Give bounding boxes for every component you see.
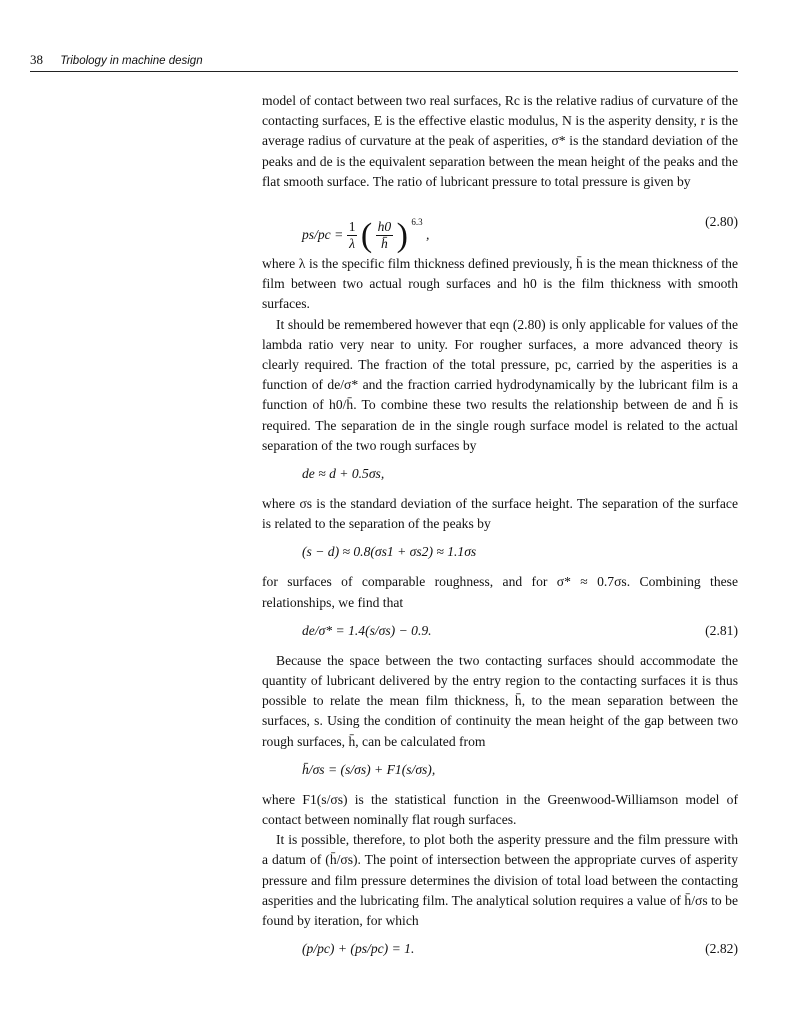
equation-expression: (p/pc) + (ps/pc) = 1. [302, 941, 415, 957]
equation-lhs: ps/pc = [302, 227, 344, 243]
equation-expression: h̄/σs = (s/σs) + F1(s/σs), [302, 761, 436, 777]
equation-tail: , [426, 227, 430, 243]
paragraph: where F1(s/σs) is the statistical function in the Greenwood-Williamson model of contact between nominally flat rough surfaces. [262, 791, 738, 828]
equation-expression: de/σ* = 1.4(s/σs) − 0.9. [302, 622, 432, 638]
body-text [262, 91, 738, 969]
inner-denominator: h̄ [381, 236, 388, 252]
fraction-denominator: λ [349, 236, 356, 252]
running-header [30, 52, 738, 68]
paragraph: where σs is the standard deviation of the surface height. The separation of the surface is related to the separation of the peaks by [262, 496, 738, 532]
equation-mean-height [262, 760, 738, 782]
equation-expression: de ≈ d + 0.5σs, [302, 466, 385, 482]
equation-de [262, 464, 738, 486]
paragraph: for surfaces of comparable roughness, and for σ* ≈ 0.7σs. Combining these relationships, we find that [262, 574, 738, 610]
paragraph: where λ is the specific film thickness defined previously, h̄ is the mean thickness of the film between two actual rough surfaces and h0 is the film thickness with smooth surfaces. [262, 256, 738, 312]
page-number: 38 [30, 52, 43, 67]
fraction-numerator: 1 [348, 219, 356, 235]
paragraph: Because the space between the two contacting surfaces should accommodate the quantity of lubricant delivered by the entry region to the contacting surfaces it is thus possible to relate the mean film thickness, h̄, to the mean separation between the surfaces, s. Using the condition of continuity the mean height of the gap between two rough surfaces, h̄, can be calculated from [262, 652, 738, 749]
paragraph: It should be remembered however that eqn (2.80) is only applicable for values of the lambda ratio very near to unity. For rougher surfaces, a more advanced theory is clearly required. The fraction of the total pressure, pc, carried by the asperities is a function of de/σ* and the fraction carried hydrodynamically by the lubricant film is a function of h0/h̄. To combine these two results the relationship between de and h̄ is required. The separation de in the single rough surface model is related to the actual separation of the two rough surfaces by [262, 316, 738, 453]
equation-expression [302, 212, 429, 252]
equation-separation [262, 542, 738, 564]
left-paren: ( [360, 216, 373, 254]
header-rule [30, 71, 738, 72]
running-title: Tribology in machine design [60, 55, 203, 67]
inner-numerator: h0 [377, 219, 392, 235]
paragraph: It is possible, therefore, to plot both the asperity pressure and the film pressure with a datum of (h̄/σs). The point of intersection between the appropriate curves of asperity pressure and film pressure determines the division of total load between the contacting asperities and the lubricating film. The analytical solution requires a value of h̄/σs to be found by iteration, for which [262, 832, 738, 929]
equation-2-81 [262, 621, 738, 643]
equation-2-80 [262, 194, 738, 252]
equation-2-82 [262, 939, 738, 961]
right-paren: ) [396, 216, 408, 254]
exponent: 6.3 [411, 217, 423, 228]
paragraph: model of contact between two real surfaces, Rc is the relative radius of curvature of the contacting surfaces, E is the effective elastic modulus, N is the asperity density, r is the average radius of curvature at the peak of asperities, σ* is the standard deviation of the peaks and de is the equivalent separation between the mean height of the peaks and the flat smooth surface. The ratio of lubricant pressure to total pressure is given by [262, 93, 738, 189]
inner-fraction [376, 219, 394, 252]
equation-number: (2.80) [705, 214, 738, 230]
equation-expression: (s − d) ≈ 0.8(σs1 + σs2) ≈ 1.1σs [302, 544, 477, 560]
equation-number: (2.81) [705, 622, 738, 638]
equation-number: (2.82) [705, 941, 738, 957]
equation-fraction [347, 219, 358, 252]
